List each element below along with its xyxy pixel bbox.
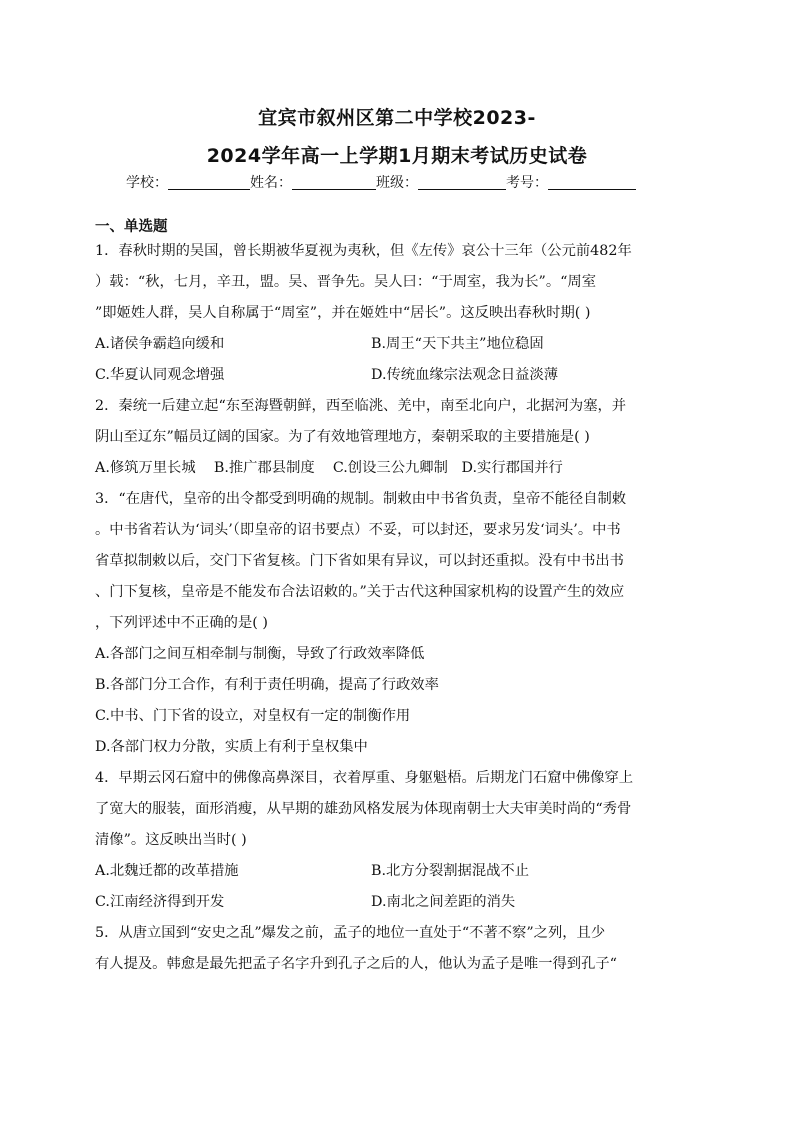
q1-option-b: B.周王“天下共主”地位稳固 — [371, 336, 544, 352]
q1-stem-line3: ”即姬姓人群，吴人自称属于“周室”，并在姬姓中“居长”。这反映出春秋时期( ) — [95, 305, 591, 321]
name-label: 姓名： — [250, 175, 292, 191]
q4-option-a: A.北魏迁都的改革措施 — [95, 863, 239, 879]
q3-option-c: C.中书、门下省的设立，对皇权有一定的制衡作用 — [95, 708, 411, 724]
q4-option-b: B.北方分裂割据混战不止 — [371, 863, 530, 879]
q4-option-d: D.南北之间差距的消失 — [371, 894, 516, 910]
school-blank — [168, 175, 250, 190]
q4-option-c: C.江南经济得到开发 — [95, 894, 225, 910]
q4-stem-line2: 了宽大的服装，面形消瘦，从早期的雄劲风格发展为体现南朝士大夫审美时尚的“秀骨 — [95, 801, 632, 817]
q3-option-d: D.各部门权力分散，实质上有利于皇权集中 — [95, 739, 368, 755]
q3-stem-line5: ，下列评述中不正确的是( ) — [95, 615, 268, 631]
school-label: 学校： — [126, 175, 168, 191]
q3-stem-line1: 3．“在唐代，皇帝的出令都受到明确的规制。制敕由中书省负责，皇帝不能径自制敕 — [95, 491, 627, 507]
exam-title-line2: 2024学年高一上学期1月期末考试历史试卷 — [206, 145, 588, 167]
q2-stem-line1: 2．秦统一后建立起“东至海暨朝鲜，西至临洮、羌中，南至北向户，北据河为塞，并 — [95, 398, 627, 414]
q3-stem-line3: 省草拟制敕以后，交门下省复核。门下省如果有异议，可以封还重拟。没有中书出书 — [95, 553, 624, 569]
name-blank — [292, 175, 376, 190]
class-blank — [418, 175, 506, 190]
exam-title-line1: 宜宾市叙州区第二中学校2023- — [258, 107, 536, 129]
student-info-row — [126, 172, 636, 192]
q1-stem-line1: 1．春秋时期的吴国，曾长期被华夏视为夷秋，但《左传》哀公十三年（公元前482年 — [95, 243, 632, 259]
q1-stem-line2: ）载：“秋，七月，辛丑，盟。吴、晋争先。吴人曰：“于周室，我为长”。“周室 — [95, 274, 597, 290]
class-label: 班级： — [376, 175, 418, 191]
exam-no-blank — [548, 175, 636, 190]
q4-stem-line1: 4．早期云冈石窟中的佛像高鼻深目，衣着厚重、身躯魁梧。后期龙门石窟中佛像穿上 — [95, 770, 634, 786]
q3-option-b: B.各部门分工合作，有利于责任明确，提高了行政效率 — [95, 677, 439, 693]
q4-stem-line3: 清像”。这反映出当时( ) — [95, 832, 247, 848]
q5-stem-line1: 5．从唐立国到“安史之乱”爆发之前，孟子的地位一直处于“不著不察”之列，且少 — [95, 925, 606, 941]
section-heading: 一、单选题 — [95, 219, 168, 235]
q2-stem-line2: 阴山至辽东”幅员辽阔的国家。为了有效地管理地方，秦朝采取的主要措施是( ) — [95, 429, 590, 445]
q3-stem-line2: 。中书省若认为‘词头’（即皇帝的诏书要点）不妥，可以封还，要求另发‘词头’。中书 — [95, 522, 621, 538]
q1-option-a: A.诸侯争霸趋向缓和 — [95, 336, 225, 352]
q3-option-a: A.各部门之间互相牵制与制衡，导致了行政效率降低 — [95, 646, 425, 662]
q1-option-d: D.传统血缘宗法观念日益淡薄 — [371, 367, 559, 383]
q1-option-c: C.华夏认同观念增强 — [95, 367, 225, 383]
q2-options: A.修筑万里长城 B.推广郡县制度 C.创设三公九卿制 D.实行郡国并行 — [95, 460, 563, 476]
q5-stem-line2: 有人提及。韩愈是最先把孟子名字升到孔子之后的人，他认为孟子是唯一得到孔子“ — [95, 956, 617, 972]
q3-stem-line4: 、门下复核，皇帝是不能发布合法诏敕的。”关于古代这种国家机构的设置产生的效应 — [95, 584, 625, 600]
exam-no-label: 考号： — [506, 175, 548, 191]
